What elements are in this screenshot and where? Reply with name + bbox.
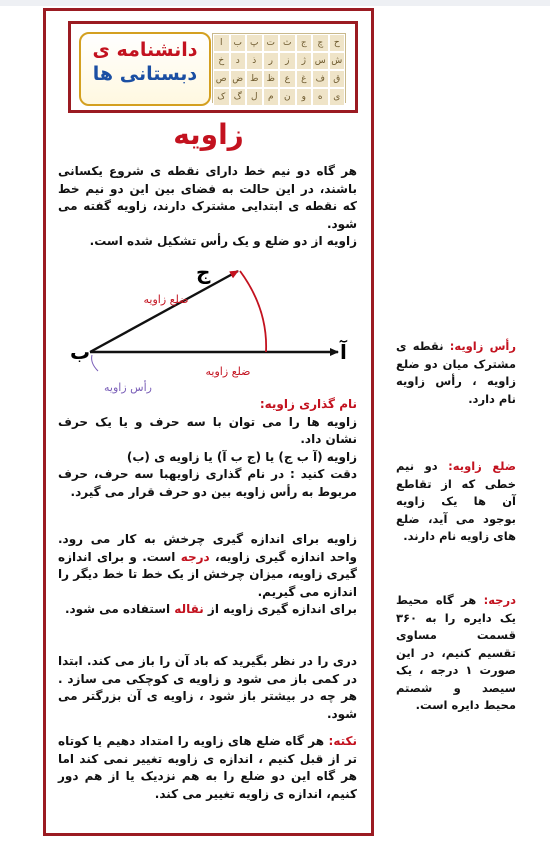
alphabet-letter: ث [279,34,296,52]
alphabet-letter: د [230,52,247,70]
alphabet-letter: ق [329,70,346,88]
measure-text-2b: استفاده می شود. [64,602,175,616]
alphabet-letter: چ [312,34,329,52]
alphabet-letter: ت [263,34,280,52]
alphabet-letter: ب [230,34,247,52]
protractor-word: نقاله [174,602,204,616]
alphabet-letter: ا [213,34,230,52]
alphabet-letter: ض [230,70,247,88]
degree-def: هر گاه محیط یک دایره را به ۳۶۰ قسمت مساوی تقسیم کنیم، در این صورت ۱ درجه ، یک سیصد و شصتم محیط دایره است. [396,593,516,712]
ray-bj [90,271,238,352]
sidebar-vertex-definition [396,338,516,408]
measure-text-1a: زاویه برای اندازه گیری چرخش به کار می رود. واحد اندازه گیری زاویه، [58,532,357,564]
alphabet-letter: ز [279,52,296,70]
vertex-term: رأس زاویه: [449,339,516,353]
naming-text-1: زاویه ها را می توان با سه حرف و یا یک حرف نشان داد. [58,414,357,446]
lower-side-label: ضلع زاویه [205,365,251,378]
vertex-pointer [92,355,98,371]
alphabet-letter: ه [312,88,329,106]
measure-section [58,531,357,619]
alphabet-letter: ک [213,88,230,106]
alphabet-grid [212,33,346,103]
vertex-def: نقطه ی مشترک میان دو ضلع زاویه ، رأس زاویه نام دارد. [396,339,516,406]
alphabet-letter: پ [246,34,263,52]
naming-section [58,396,357,501]
note-text: هر گاه ضلع های زاویه را امتداد دهیم یا کوتاه تر از قبل کنیم ، اندازه ی زاویه تغییر نمی کند اما هر گاه این دو ضلع را به هم نزدیک یا از هم دور کنیم، اندازه ی زاویه تغییر می کند. [58,734,357,801]
alphabet-letter: ح [329,34,346,52]
naming-text-3: دقت کنید : در نام گذاری زاویهبا سه حرف، حرف مربوط به رأس زاویه بین دو حرف قرار می گیرد. [58,467,357,499]
alphabet-letter: ج [296,34,313,52]
sidebar-side-definition [396,458,516,546]
logo-line2: دبستانی ها [92,63,198,85]
alphabet-letter: ی [329,88,346,106]
measure-text-2a: برای اندازه گیری زاویه از [203,602,357,616]
vertex-label: رأس زاویه [104,381,152,394]
page-title: زاویه [173,118,244,151]
alphabet-letter: و [296,88,313,106]
label-b: ب [70,340,91,364]
alphabet-letter: خ [213,52,230,70]
side-def: دو نیم خطی که از تقاطع آن ها یک زاویه بوجود می آید، ضلع های زاویه نام دارند. [396,459,516,543]
alphabet-letter: ف [312,70,329,88]
measure-text-1b: است. و برای اندازه گیری زاویه، میزان چرخش از یک خط تا خط دیگر را اندازه می گیریم. [58,549,357,599]
alphabet-letter: ذ [246,52,263,70]
intro-paragraph [58,163,357,251]
header-box [68,21,358,113]
door-text: دری را در نظر بگیرید که باد آن را باز می کند. ابتدا در کمی باز می شود و زاویه ی کوچکی می سازد . هر چه در بیشتر باز شود ، زاویه ی آن بزرگتر می شود. [58,654,357,721]
alphabet-letter: ن [279,88,296,106]
alphabet-letter: س [312,52,329,70]
logo-line1: دانشنامه ی [92,39,198,61]
degree-word: درجه [180,549,210,564]
alphabet-letter: گ [230,88,247,106]
alphabet-letter: ل [246,88,263,106]
alphabet-letter: ص [213,70,230,88]
article-card [43,8,374,836]
top-strip [0,0,550,6]
angle-diagram [68,259,368,401]
naming-heading: نام گذاری زاویه: [259,397,357,411]
logo [79,32,211,106]
upper-side-label: ضلع زاویه [143,293,189,306]
alphabet-letter: م [263,88,280,106]
note-label: نکته: [328,734,357,748]
alphabet-letter: ر [263,52,280,70]
alphabet-letter: ش [329,52,346,70]
alphabet-letter: ژ [296,52,313,70]
alphabet-letter: ظ [263,70,280,88]
alphabet-letter: ع [279,70,296,88]
side-term: ضلع زاویه: [448,459,516,473]
intro-text-2: زاویه از دو ضلع و یک رأس تشکیل شده است. [89,234,357,248]
sidebar-degree-definition [396,592,516,715]
alphabet-letter: ط [246,70,263,88]
door-section [58,653,357,723]
label-j: ج [196,260,211,284]
degree-term: درجه: [483,593,516,607]
angle-arc [240,271,266,352]
naming-text-2: زاویه (آ ب ج) یا (ج ب آ) یا زاویه ی (ب) [126,449,357,464]
intro-text-1: هر گاه دو نیم خط دارای نقطه ی شروع یکسانی باشند، در این حالت به فضای بین این دو نیم خط که نقطه ی ابتدایی مشترک دارند، زاویه گفته می شود. [58,164,357,231]
alphabet-letter: غ [296,70,313,88]
note-section [58,733,357,803]
label-a: آ [340,340,347,364]
